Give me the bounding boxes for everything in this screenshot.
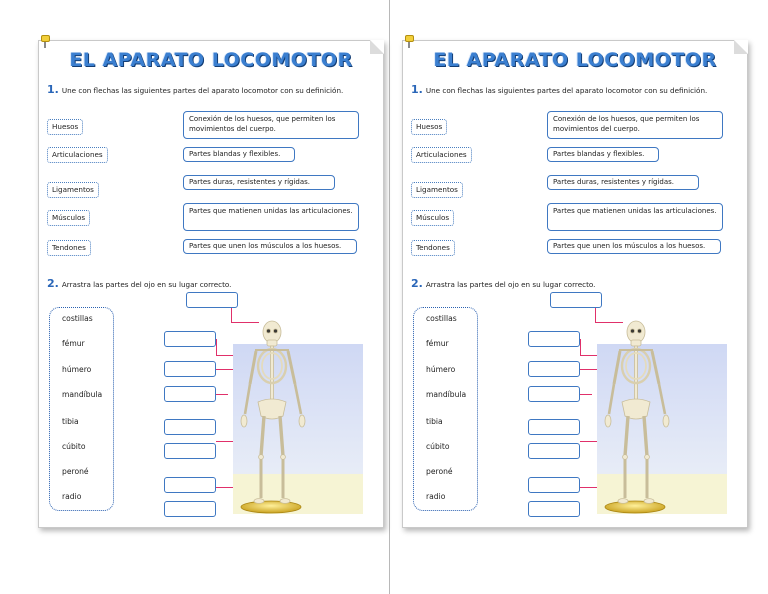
worksheet-right — [402, 40, 748, 528]
definition-1[interactable]: Conexión de los huesos, que permiten los movimientos del cuerpo. — [183, 111, 359, 139]
question-2-text: Arrastra las partes del ojo en su lugar correcto. — [61, 280, 232, 289]
drop-box-7[interactable] — [528, 477, 580, 493]
word-femur[interactable]: fémur — [426, 339, 449, 348]
definition-3[interactable]: Partes duras, resistentes y rígidas. — [183, 175, 335, 190]
definition-2[interactable]: Partes blandas y flexibles. — [183, 147, 295, 162]
drop-box-6[interactable] — [528, 443, 580, 459]
drop-box-3[interactable] — [164, 361, 216, 377]
drop-box-3[interactable] — [528, 361, 580, 377]
word-femur[interactable]: fémur — [62, 339, 85, 348]
worksheet-title: EL APARATO LOCOMOTOR — [69, 49, 353, 71]
word-bank — [49, 307, 114, 511]
drop-box-5[interactable] — [164, 419, 216, 435]
skeleton-illustration — [211, 296, 371, 522]
word-mandibula[interactable]: mandíbula — [62, 390, 103, 399]
term-tendones[interactable]: Tendones — [47, 240, 91, 256]
drop-box-5[interactable] — [528, 419, 580, 435]
word-perone[interactable]: peroné — [426, 467, 453, 476]
drop-box-7[interactable] — [164, 477, 216, 493]
word-radio[interactable]: radio — [426, 492, 446, 501]
definition-1[interactable]: Conexión de los huesos, que permiten los movimientos del cuerpo. — [547, 111, 723, 139]
question-1 — [411, 83, 707, 96]
drop-box-8[interactable] — [528, 501, 580, 517]
question-1-text: Une con flechas las siguientes partes del aparato locomotor con su definición. — [61, 86, 344, 95]
worksheet-left — [38, 40, 384, 528]
worksheet-title: EL APARATO LOCOMOTOR — [433, 49, 717, 71]
word-costillas[interactable]: costillas — [426, 314, 457, 323]
question-1 — [47, 83, 343, 96]
word-perone[interactable]: peroné — [62, 467, 89, 476]
definition-5[interactable]: Partes que unen los músculos a los huesos. — [183, 239, 357, 254]
page-divider — [389, 0, 390, 594]
word-tibia[interactable]: tibia — [62, 417, 79, 426]
definition-5[interactable]: Partes que unen los músculos a los huesos. — [547, 239, 721, 254]
question-2 — [47, 277, 231, 290]
word-radio[interactable]: radio — [62, 492, 82, 501]
word-costillas[interactable]: costillas — [62, 314, 93, 323]
drop-box-8[interactable] — [164, 501, 216, 517]
word-cubito[interactable]: cúbito — [426, 442, 450, 451]
word-humero[interactable]: húmero — [62, 365, 92, 374]
skeleton-illustration — [575, 296, 735, 522]
word-cubito[interactable]: cúbito — [62, 442, 86, 451]
word-mandibula[interactable]: mandíbula — [426, 390, 467, 399]
term-musculos[interactable]: Músculos — [47, 210, 90, 226]
drop-box-6[interactable] — [164, 443, 216, 459]
term-huesos[interactable]: Huesos — [47, 119, 83, 135]
question-2 — [411, 277, 595, 290]
word-bank — [413, 307, 478, 511]
drop-box-4[interactable] — [528, 386, 580, 402]
drop-box-2[interactable] — [528, 331, 580, 347]
question-1-number: 1. — [411, 83, 423, 96]
question-1-text: Une con flechas las siguientes partes del aparato locomotor con su definición. — [425, 86, 708, 95]
pushpin-icon — [41, 35, 50, 47]
word-humero[interactable]: húmero — [426, 365, 456, 374]
term-articulaciones[interactable]: Articulaciones — [411, 147, 472, 163]
word-tibia[interactable]: tibia — [426, 417, 443, 426]
term-ligamentos[interactable]: Ligamentos — [47, 182, 99, 198]
drop-box-4[interactable] — [164, 386, 216, 402]
question-1-number: 1. — [47, 83, 59, 96]
pushpin-icon — [405, 35, 414, 47]
definition-2[interactable]: Partes blandas y flexibles. — [547, 147, 659, 162]
term-ligamentos[interactable]: Ligamentos — [411, 182, 463, 198]
term-musculos[interactable]: Músculos — [411, 210, 454, 226]
term-huesos[interactable]: Huesos — [411, 119, 447, 135]
definition-4[interactable]: Partes que matienen unidas las articulaciones. — [547, 203, 723, 231]
question-2-text: Arrastra las partes del ojo en su lugar correcto. — [425, 280, 596, 289]
question-2-number: 2. — [47, 277, 59, 290]
drop-box-2[interactable] — [164, 331, 216, 347]
definition-3[interactable]: Partes duras, resistentes y rígidas. — [547, 175, 699, 190]
term-tendones[interactable]: Tendones — [411, 240, 455, 256]
term-articulaciones[interactable]: Articulaciones — [47, 147, 108, 163]
definition-4[interactable]: Partes que matienen unidas las articulaciones. — [183, 203, 359, 231]
question-2-number: 2. — [411, 277, 423, 290]
